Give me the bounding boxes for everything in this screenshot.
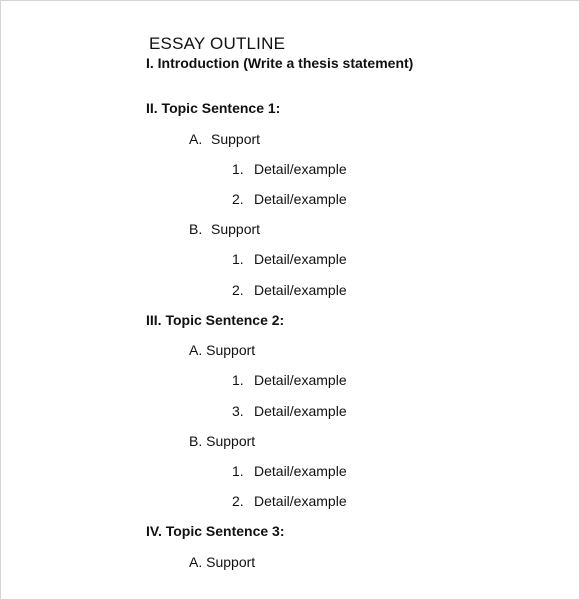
detail-item: [232, 402, 347, 420]
section-heading-topic-1: II. Topic Sentence 1:: [146, 100, 281, 116]
detail-item: [232, 190, 347, 208]
detail-marker: 1.: [232, 251, 244, 267]
detail-marker: 2.: [232, 191, 244, 207]
detail-label: Detail/example: [254, 463, 347, 479]
section-heading-topic-2: III. Topic Sentence 2:: [146, 312, 285, 328]
support-item: A. Support: [189, 554, 256, 570]
detail-label: Detail/example: [254, 251, 347, 267]
detail-marker: 1.: [232, 463, 244, 479]
detail-label: Detail/example: [254, 161, 347, 177]
detail-label: Detail/example: [254, 403, 347, 419]
detail-marker: 1.: [232, 161, 244, 177]
detail-marker: 2.: [232, 282, 244, 298]
detail-label: Detail/example: [254, 493, 347, 509]
detail-label: Detail/example: [254, 372, 347, 388]
document-title: ESSAY OUTLINE: [149, 34, 286, 53]
support-item: A. Support: [189, 342, 256, 358]
detail-item: [232, 160, 347, 178]
detail-item: [232, 462, 347, 480]
detail-item: [232, 281, 347, 299]
detail-marker: 2.: [232, 493, 244, 509]
support-label: Support: [211, 131, 261, 147]
detail-item: [232, 492, 347, 510]
detail-item: [232, 371, 347, 389]
section-heading-topic-3: IV. Topic Sentence 3:: [146, 523, 285, 539]
support-marker: A.: [189, 131, 203, 147]
detail-label: Detail/example: [254, 191, 347, 207]
support-item: [189, 130, 260, 148]
detail-marker: 1.: [232, 372, 244, 388]
support-item: B. Support: [189, 433, 256, 449]
detail-item: [232, 250, 347, 268]
section-heading-introduction: I. Introduction (Write a thesis statement): [146, 55, 414, 71]
support-label: Support: [211, 221, 261, 237]
support-marker: B.: [189, 221, 203, 237]
support-item: [189, 220, 260, 238]
detail-label: Detail/example: [254, 282, 347, 298]
detail-marker: 3.: [232, 403, 244, 419]
